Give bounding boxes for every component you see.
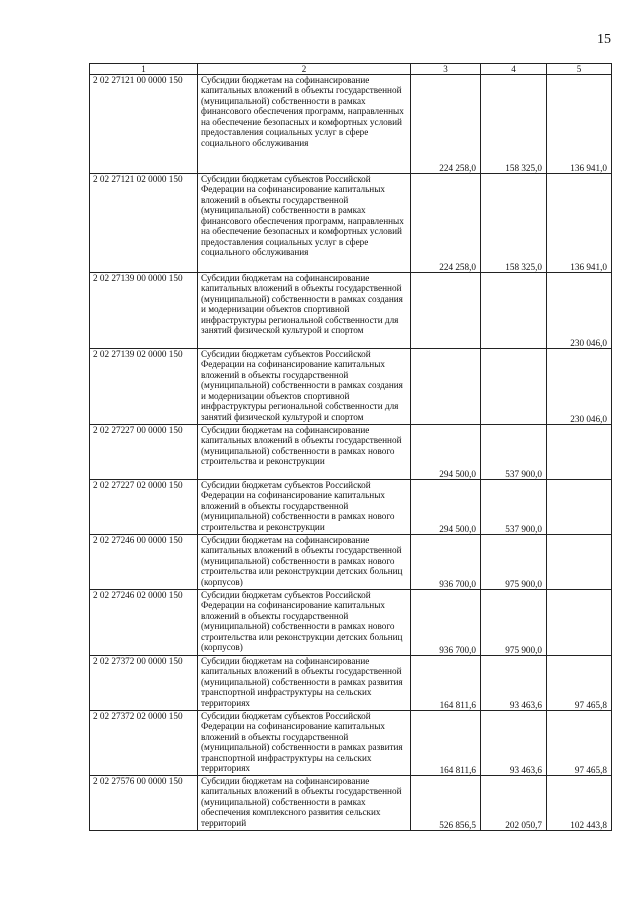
amount-col5: 230 046,0 (547, 273, 612, 349)
amount-col5: 97 465,8 (547, 711, 612, 776)
table-row (90, 535, 612, 590)
income-code: 2 02 27227 00 0000 150 (90, 425, 198, 480)
table-row (90, 349, 612, 425)
income-description: Субсидии бюджетам на софинансирование капитальных вложений в объекты государственной (муниципальной) собственности в рамках развития транспортной инфраструктуры на сельских территориях (198, 656, 411, 711)
column-header: 5 (547, 64, 612, 75)
amount-col3: 936 700,0 (411, 535, 481, 590)
income-code: 2 02 27121 02 0000 150 (90, 174, 198, 273)
income-code: 2 02 27139 02 0000 150 (90, 349, 198, 425)
amount-col5: 136 941,0 (547, 75, 612, 174)
table-row (90, 711, 612, 776)
amount-col4: 202 050,7 (481, 776, 547, 831)
amount-col4: 975 900,0 (481, 590, 547, 656)
column-header: 4 (481, 64, 547, 75)
amount-col3: 224 258,0 (411, 75, 481, 174)
amount-col4: 975 900,0 (481, 535, 547, 590)
amount-col3: 224 258,0 (411, 174, 481, 273)
income-description: Субсидии бюджетам субъектов Российской Федерации на софинансирование капитальных вложений в объекты государственной (муниципальной) собственности в рамках нового строительства и реконструкции (198, 480, 411, 535)
amount-col5 (547, 590, 612, 656)
amount-col5: 97 465,8 (547, 656, 612, 711)
budget-table (89, 63, 612, 831)
amount-col4: 158 325,0 (481, 174, 547, 273)
table-row (90, 425, 612, 480)
amount-col3: 294 500,0 (411, 480, 481, 535)
table-row (90, 656, 612, 711)
income-description: Субсидии бюджетам на софинансирование капитальных вложений в объекты государственной (муниципальной) собственности в рамках нового строительства и реконструкции (198, 425, 411, 480)
amount-col3: 526 856,5 (411, 776, 481, 831)
amount-col4: 158 325,0 (481, 75, 547, 174)
amount-col4 (481, 273, 547, 349)
income-description: Субсидии бюджетам на софинансирование капитальных вложений в объекты государственной (муниципальной) собственности в рамках создания и модернизации объектов спортивной инфраструктуры региональной собственности для занятий физической культурой и спортом (198, 273, 411, 349)
amount-col3: 294 500,0 (411, 425, 481, 480)
amount-col5: 230 046,0 (547, 349, 612, 425)
income-description: Субсидии бюджетам на софинансирование капитальных вложений в объекты государственной (муниципальной) собственности в рамках обеспечения комплексного развития сельских территорий (198, 776, 411, 831)
column-header: 3 (411, 64, 481, 75)
table-row (90, 174, 612, 273)
amount-col5 (547, 535, 612, 590)
column-header: 1 (90, 64, 198, 75)
table-row (90, 776, 612, 831)
amount-col4: 537 900,0 (481, 480, 547, 535)
income-code: 2 02 27121 00 0000 150 (90, 75, 198, 174)
amount-col5: 102 443,8 (547, 776, 612, 831)
income-code: 2 02 27372 02 0000 150 (90, 711, 198, 776)
income-code: 2 02 27227 02 0000 150 (90, 480, 198, 535)
amount-col4: 93 463,6 (481, 711, 547, 776)
income-description: Субсидии бюджетам на софинансирование капитальных вложений в объекты государственной (муниципальной) собственности в рамках нового строительства или реконструкции детских больниц (корпусов) (198, 535, 411, 590)
income-description: Субсидии бюджетам субъектов Российской Федерации на софинансирование капитальных вложений в объекты государственной (муниципальной) собственности в рамках развития транспортной инфраструктуры на сельских территориях (198, 711, 411, 776)
table-row (90, 273, 612, 349)
table-header-row (90, 64, 612, 75)
amount-col5: 136 941,0 (547, 174, 612, 273)
income-code: 2 02 27246 02 0000 150 (90, 590, 198, 656)
income-code: 2 02 27246 00 0000 150 (90, 535, 198, 590)
table-row (90, 480, 612, 535)
income-code: 2 02 27576 00 0000 150 (90, 776, 198, 831)
amount-col3: 936 700,0 (411, 590, 481, 656)
income-code: 2 02 27372 00 0000 150 (90, 656, 198, 711)
amount-col5 (547, 480, 612, 535)
amount-col3 (411, 273, 481, 349)
page-number: 15 (597, 32, 611, 47)
income-description: Субсидии бюджетам субъектов Российской Федерации на софинансирование капитальных вложений в объекты государственной (муниципальной) собственности в рамках финансового обеспечения программ, направленных на обеспечение безопасных и комфортных условий предоставления социальных услуг в сфере социального обслуживания (198, 174, 411, 273)
amount-col4: 93 463,6 (481, 656, 547, 711)
amount-col3: 164 811,6 (411, 656, 481, 711)
income-description: Субсидии бюджетам на софинансирование капитальных вложений в объекты государственной (муниципальной) собственности в рамках финансового обеспечения программ, направленных на обеспечение безопасных и комфортных условий предоставления социальных услуг в сфере социального обслуживания (198, 75, 411, 174)
table-row (90, 590, 612, 656)
income-description: Субсидии бюджетам субъектов Российской Федерации на софинансирование капитальных вложений в объекты государственной (муниципальной) собственности в рамках создания и модернизации объектов спортивной инфраструктуры региональной собственности для занятий физической культурой и спортом (198, 349, 411, 425)
income-code: 2 02 27139 00 0000 150 (90, 273, 198, 349)
amount-col3: 164 811,6 (411, 711, 481, 776)
amount-col5 (547, 425, 612, 480)
amount-col3 (411, 349, 481, 425)
amount-col4: 537 900,0 (481, 425, 547, 480)
column-header: 2 (198, 64, 411, 75)
income-description: Субсидии бюджетам субъектов Российской Федерации на софинансирование капитальных вложений в объекты государственной (муниципальной) собственности в рамках нового строительства или реконструкции детских больниц (корпусов) (198, 590, 411, 656)
amount-col4 (481, 349, 547, 425)
table-row (90, 75, 612, 174)
